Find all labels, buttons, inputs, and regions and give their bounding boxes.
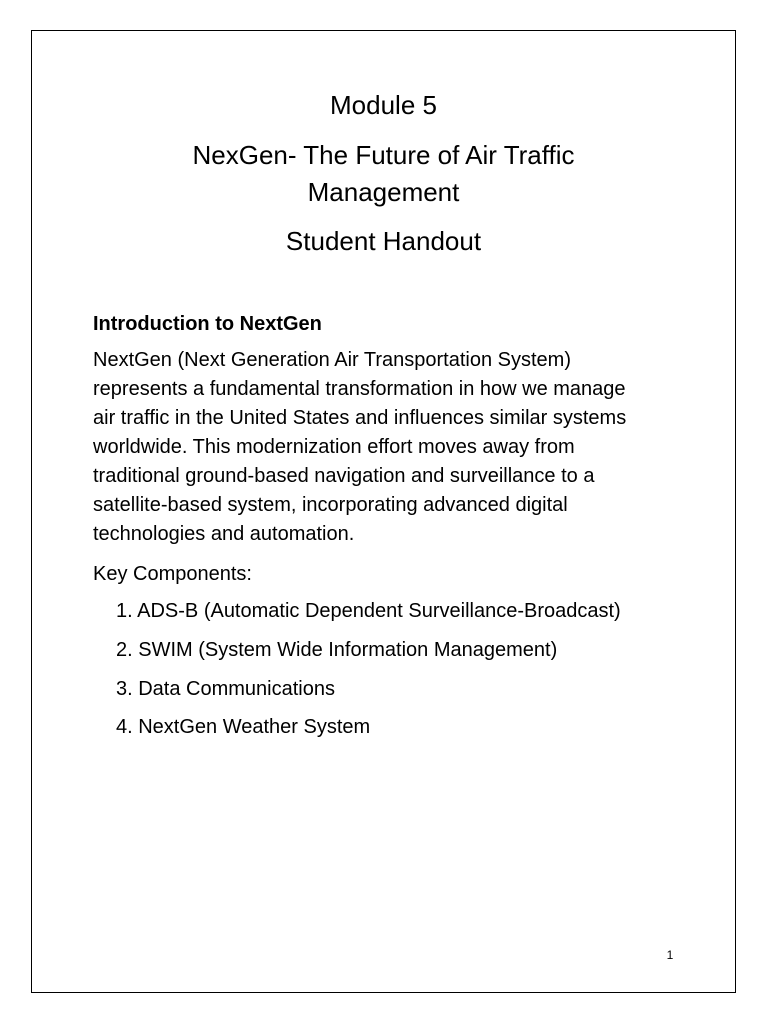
title-subtitle: Student Handout (285, 226, 482, 256)
list-item: 2. SWIM (System Wide Information Management) (116, 639, 558, 661)
paragraph-line: air traffic in the United States and influences similar systems (93, 407, 627, 429)
list-item: 4. NextGen Weather System (116, 716, 371, 738)
list-item: 1. ADS-B (Automatic Dependent Surveillance-Broadcast) (116, 600, 621, 622)
paragraph-line: technologies and automation. (93, 523, 355, 545)
paragraph-line: worldwide. This modernization effort moves away from (93, 436, 575, 458)
page-number: 1 (666, 948, 674, 962)
section-heading: Introduction to NextGen (93, 313, 322, 335)
title-main-line-2: Management (307, 177, 460, 207)
paragraph-line: traditional ground-based navigation and surveillance to a (93, 465, 595, 487)
title-module: Module 5 (330, 90, 437, 120)
paragraph-line: NextGen (Next Generation Air Transportation System) (93, 349, 571, 371)
list-intro: Key Components: (93, 563, 252, 585)
paragraph-line: represents a fundamental transformation in how we manage (93, 378, 626, 400)
paragraph-line: satellite-based system, incorporating advanced digital (93, 494, 568, 516)
title-main-line-1: NexGen- The Future of Air Traffic (192, 140, 575, 170)
list-item: 3. Data Communications (116, 678, 335, 700)
